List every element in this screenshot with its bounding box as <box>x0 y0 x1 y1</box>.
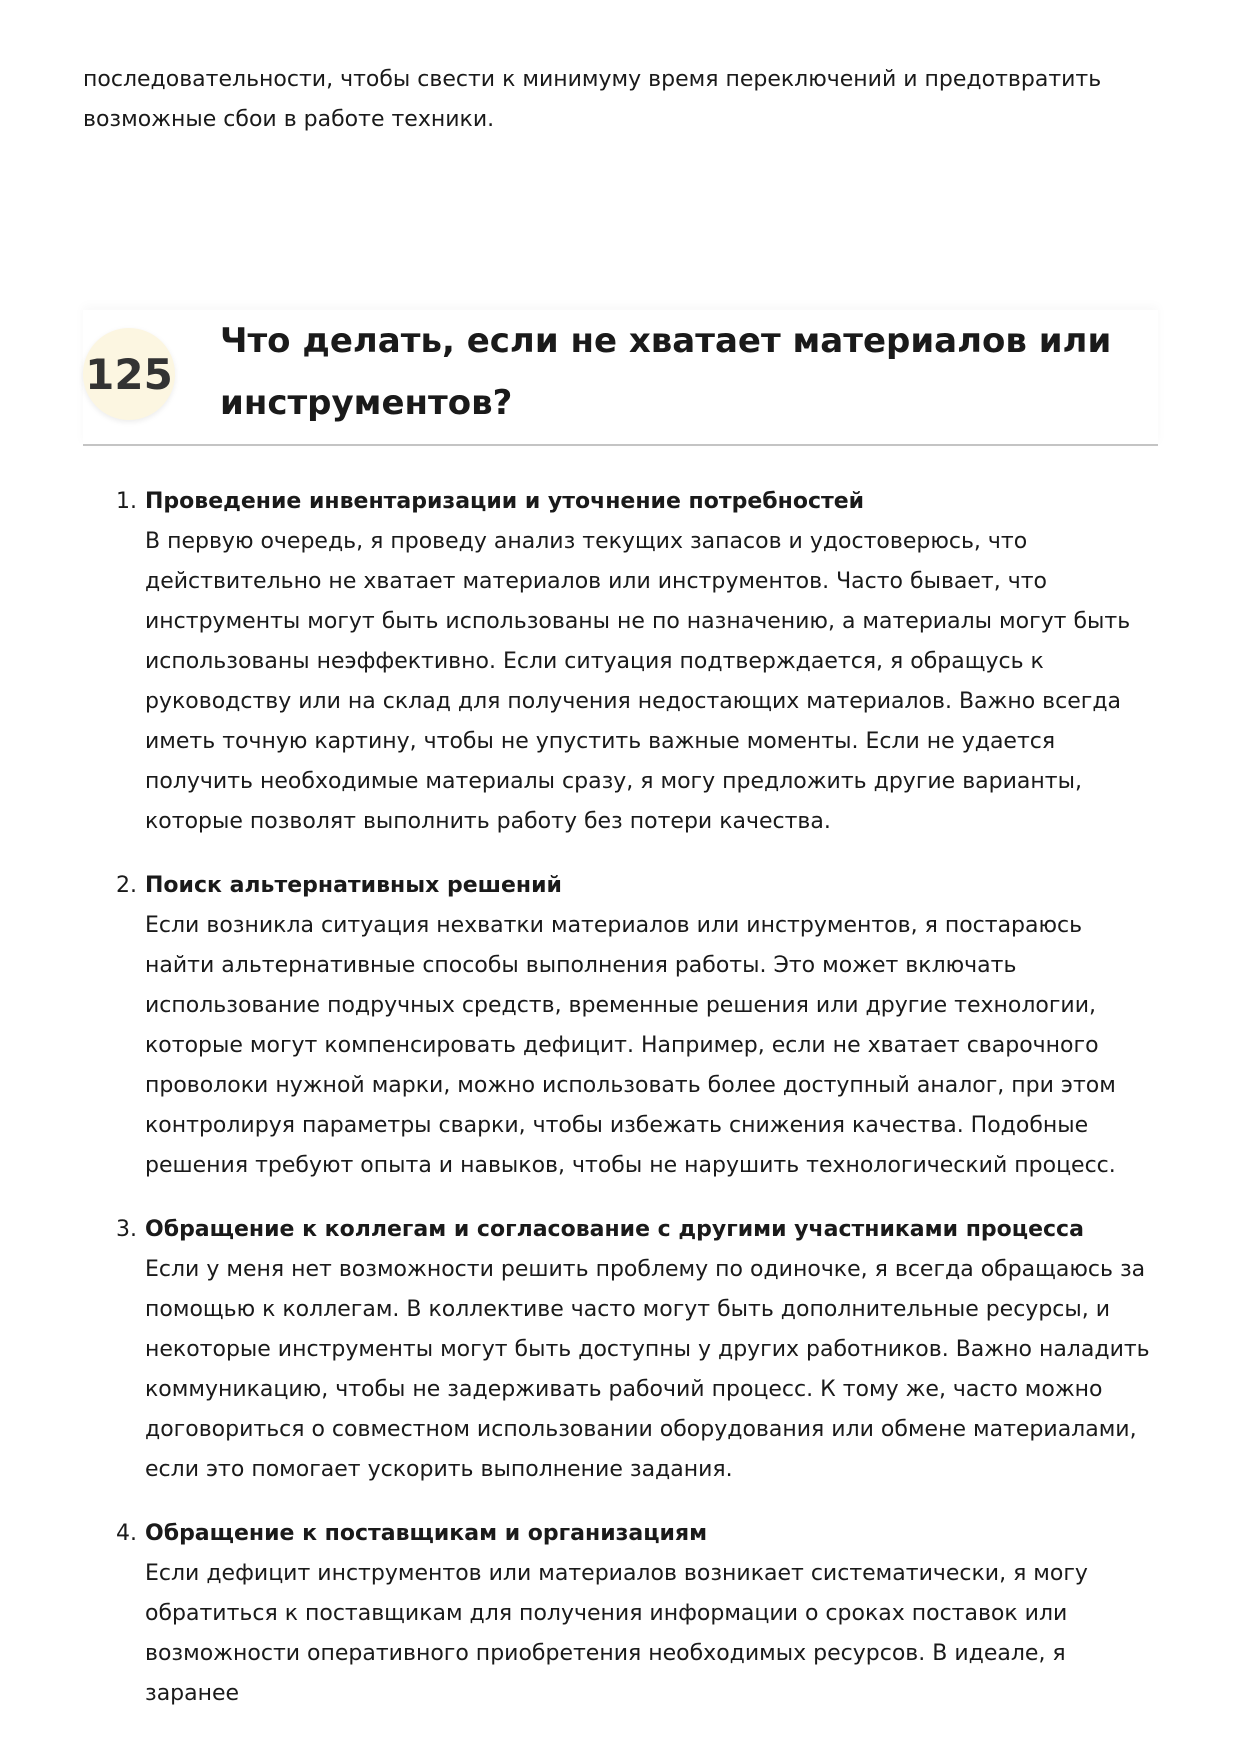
list-item <box>0 866 1155 1186</box>
list-item-number: 1. <box>116 489 137 514</box>
question-number-badge: 125 <box>83 328 175 420</box>
list-item-body: В первую очередь, я проведу анализ текущих запасов и удостоверюсь, что действительно не хватает материалов или инструментов. Часто бывает, что инструменты могут быть использованы не по назначению, а материалы могут быть использованы неэффективно. Если ситуация подтверждается, я обращусь к руководству или на склад для получения недостающих материалов. Важно всегда иметь точную картину, чтобы не упустить важные моменты. Если не удается получить необходимые материалы сразу, я могу предложить другие варианты, которые позволят выполнить работу без потери качества. <box>145 529 1131 834</box>
intro-paragraph: последовательности, чтобы свести к минимуму время переключений и предотвратить возможные сбои в работе техники. <box>83 67 1102 132</box>
list-item-heading: Обращение к поставщикам и организациям <box>145 1521 708 1546</box>
list-item <box>0 1514 1155 1714</box>
list-item-number: 2. <box>116 873 137 898</box>
list-item <box>0 1210 1155 1490</box>
list-item-heading: Обращение к коллегам и согласование с другими участниками процесса <box>145 1217 1084 1242</box>
list-item-body: Если у меня нет возможности решить проблему по одиночке, я всегда обращаюсь за помощью к коллегам. В коллективе часто могут быть дополнительные ресурсы, и некоторые инструменты могут быть доступны у других работников. Важно наладить коммуникацию, чтобы не задерживать рабочий процесс. К тому же, часто можно договориться о совместном использовании оборудования или обмене материалами, если это помогает ускорить выполнение задания. <box>145 1257 1150 1482</box>
answer-list <box>0 482 1239 1738</box>
question-title: Что делать, если не хватает материалов или инструментов? <box>220 321 1112 423</box>
list-item-body: Если возникла ситуация нехватки материалов или инструментов, я постараюсь найти альтернативные способы выполнения работы. Это может включать использование подручных средств, временные решения или другие технологии, которые могут компенсировать дефицит. Например, если не хватает сварочного проволоки нужной марки, можно использовать более доступный аналог, при этом контролируя параметры сварки, чтобы избежать снижения качества. Подобные решения требуют опыта и навыков, чтобы не нарушить технологический процесс. <box>145 913 1116 1178</box>
list-item-body: Если дефицит инструментов или материалов возникает систематически, я могу обратиться к поставщикам для получения информации о сроках поставок или возможности оперативного приобретения необходимых ресурсов. В идеале, я заранее <box>145 1561 1088 1706</box>
list-item-heading: Проведение инвентаризации и уточнение потребностей <box>145 489 865 514</box>
list-item-heading: Поиск альтернативных решений <box>145 873 562 898</box>
list-item-number: 4. <box>116 1521 137 1546</box>
list-item-number: 3. <box>116 1217 137 1242</box>
list-item <box>0 482 1155 842</box>
question-header <box>83 310 1158 446</box>
